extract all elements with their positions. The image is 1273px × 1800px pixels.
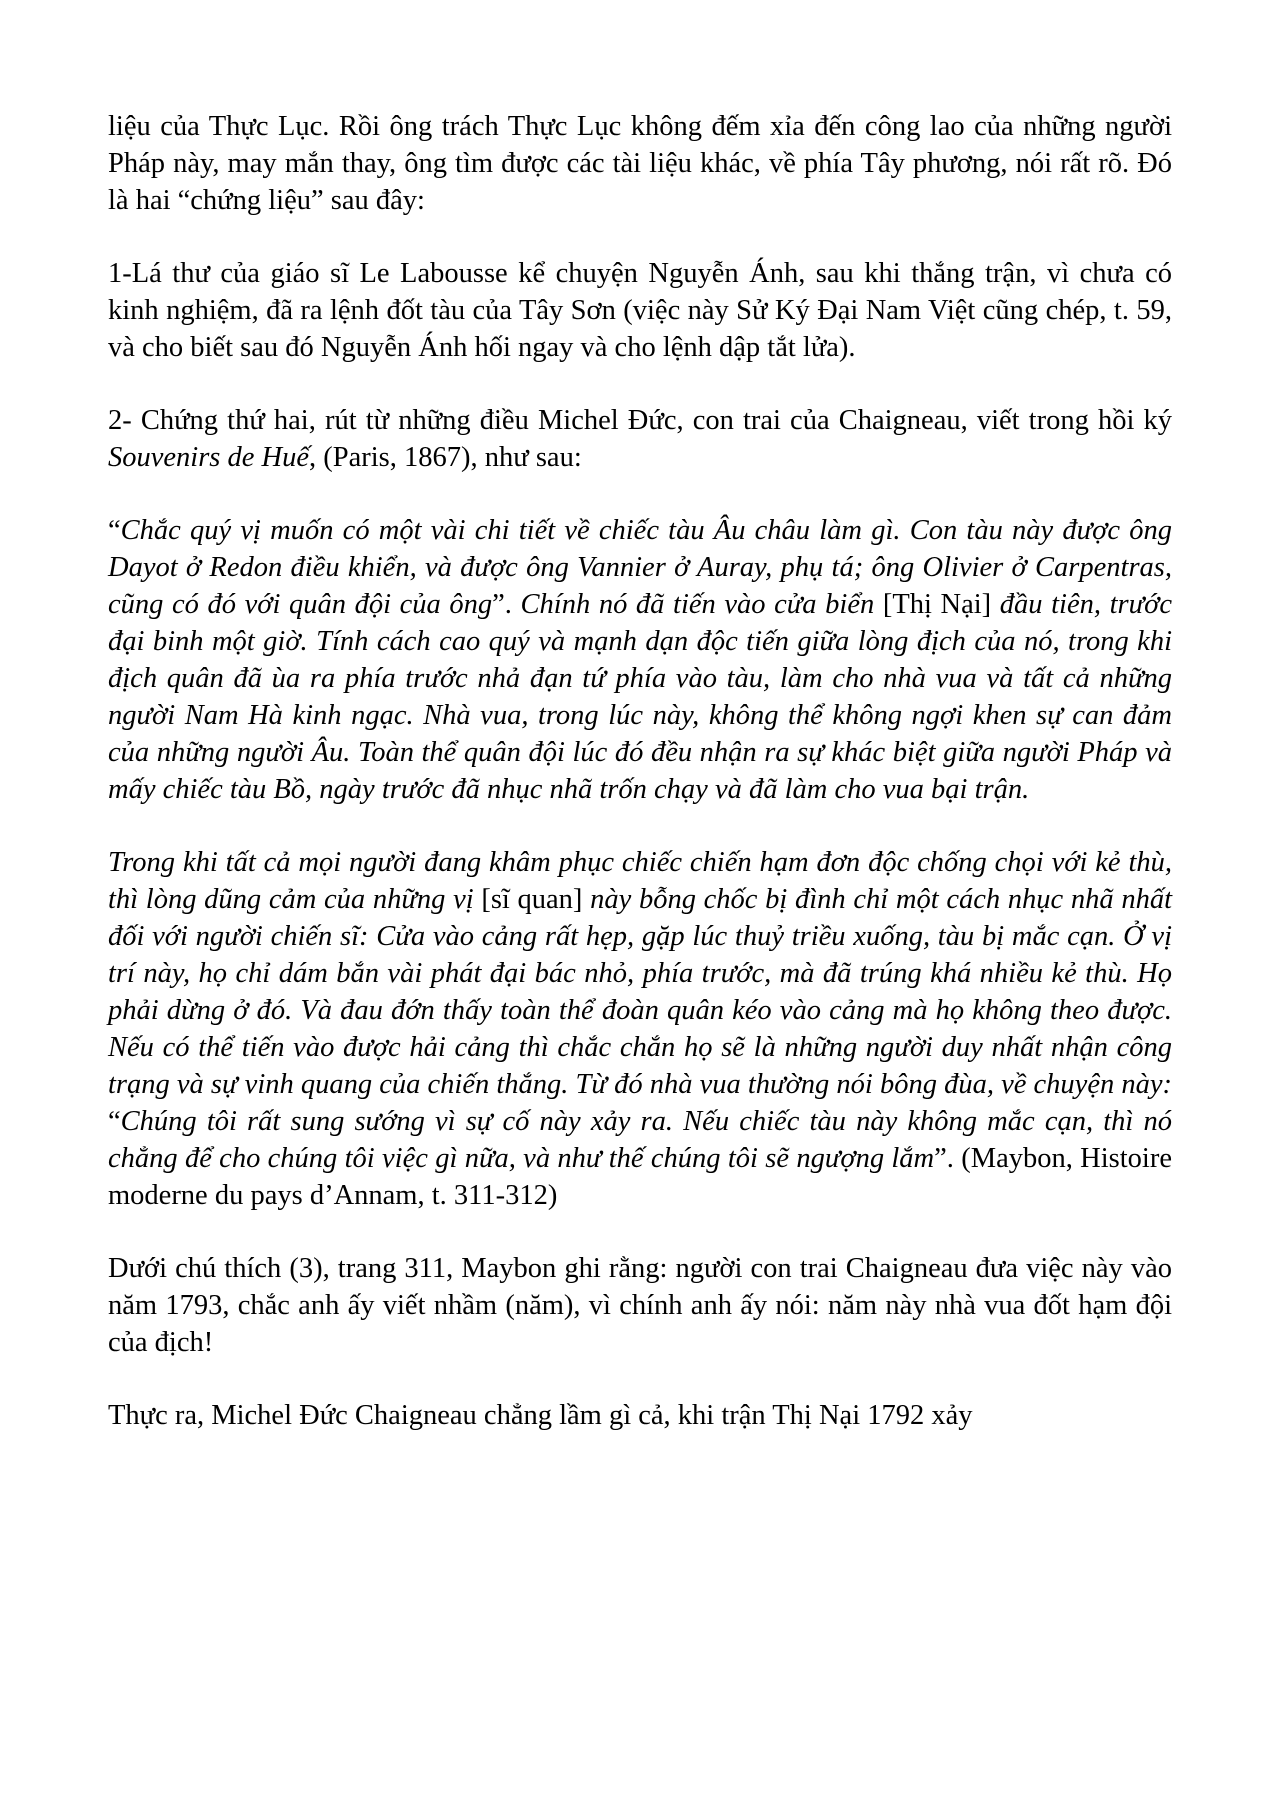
paragraph-4-quote	[108, 512, 1172, 808]
p3-text-a: 2- Chứng thứ hai, rút từ những điều Michel Đức, con trai của Chaigneau, viết trong hồi ký	[108, 405, 1172, 436]
paragraph-6-footnote-remark: Dưới chú thích (3), trang 311, Maybon ghi rằng: người con trai Chaigneau đưa việc này vào năm 1793, chắc anh ấy viết nhầm (năm), vì chính anh ấy nói: năm này nhà vua đốt hạm đội của địch!	[108, 1253, 1172, 1358]
p5-text-c: Chúng tôi rất sung sướng vì sự cố này xảy ra. Nếu chiếc tàu này không mắc cạn, thì nó chẳng để cho chúng tôi việc gì nữa, và như thế chúng tôi sẽ ngượng lắm	[108, 1106, 1172, 1174]
paragraph-2-evidence-1: 1-Lá thư của giáo sĩ Le Labousse kể chuyện Nguyễn Ánh, sau khi thắng trận, vì chưa có kinh nghiệm, đã ra lệnh đốt tàu của Tây Sơn (việc này Sử Ký Đại Nam Việt cũng chép, t. 59, và cho biết sau đó Nguyễn Ánh hối ngay và cho lệnh dập tắt lửa).	[108, 258, 1172, 363]
p5-text-b: này bỗng chốc bị đình chỉ một cách nhục nhã nhất đối với người chiến sĩ: Cửa vào cảng rất hẹp, gặp lúc thuỷ triều xuống, tàu bị mắc cạn. Ở vị trí này, họ chỉ dám bắn vài phát đại bác nhỏ, phía trước, mà đã trúng khá nhiều kẻ thù. Họ phải dừng ở đó. Và đau đớn thấy toàn thể đoàn quân kéo vào cảng mà họ không theo được. Nếu có thể tiến vào được hải cảng thì chắc chắn họ sẽ là những người duy nhất nhận công trạng và sự vinh quang của chiến thắng. Từ đó nhà vua thường nói bông đùa, về chuyện này:	[108, 884, 1173, 1100]
p4-text-a: Chắc quý vị muốn có một vài chi tiết về chiếc tàu Âu châu làm gì. Con tàu này được ông Dayot ở Redon điều khiển, và được ông Vannier ở Auray, phụ tá; ông Olivier ở Carpentras, cũng có đó với quân đội của ông	[108, 515, 1172, 620]
p4-close-quote: ”.	[492, 589, 521, 620]
p5-open-quote: “	[108, 1106, 121, 1137]
p5-citation: (Maybon, Histoire moderne du pays d’Annam, t. 311-312)	[108, 1143, 1172, 1211]
book-title: Souvenirs de Huế	[108, 442, 310, 473]
p4-open-quote: “	[108, 515, 121, 546]
p4-text-b: Chính nó đã tiến vào cửa biển	[520, 589, 883, 620]
document-page	[108, 108, 1172, 1470]
p4-bracket: [Thị Nại]	[882, 589, 992, 620]
p4-text-c: đầu tiên, trước đại binh một giờ. Tính cách cao quý và mạnh dạn độc tiến giữa lòng địch của nó, trong khi địch quân đã ùa ra phía trước nhả đạn tứ phía vào tàu, làm cho nhà vua và tất cả những người Nam Hà kinh ngạc. Nhà vua, trong lúc này, không thể không ngợi khen sự can đảm của những người Âu. Toàn thể quân đội lúc đó đều nhận ra sự khác biệt giữa người Pháp và mấy chiếc tàu Bồ, ngày trước đã nhục nhã trốn chạy và đã làm cho vua bại trận.	[108, 589, 1173, 805]
p5-close-quote: ”.	[934, 1143, 962, 1174]
paragraph-7: Thực ra, Michel Đức Chaigneau chẳng lầm gì cả, khi trận Thị Nại 1792 xảy	[108, 1400, 973, 1431]
paragraph-1: liệu của Thực Lục. Rồi ông trách Thực Lục không đếm xỉa đến công lao của những người Pháp này, may mắn thay, ông tìm được các tài liệu khác, về phía Tây phương, nói rất rõ. Đó là hai “chứng liệu” sau đây:	[108, 111, 1172, 216]
p3-text-b: , (Paris, 1867), như sau:	[309, 442, 582, 473]
paragraph-5-quote	[108, 844, 1172, 1214]
p5-text-a: Trong khi tất cả mọi người đang khâm phục chiếc chiến hạm đơn độc chống chọi với kẻ thù, thì lòng dũng cảm của những vị	[108, 847, 1172, 915]
paragraph-3-evidence-2	[108, 402, 1172, 476]
p5-bracket: [sĩ quan]	[481, 884, 583, 915]
